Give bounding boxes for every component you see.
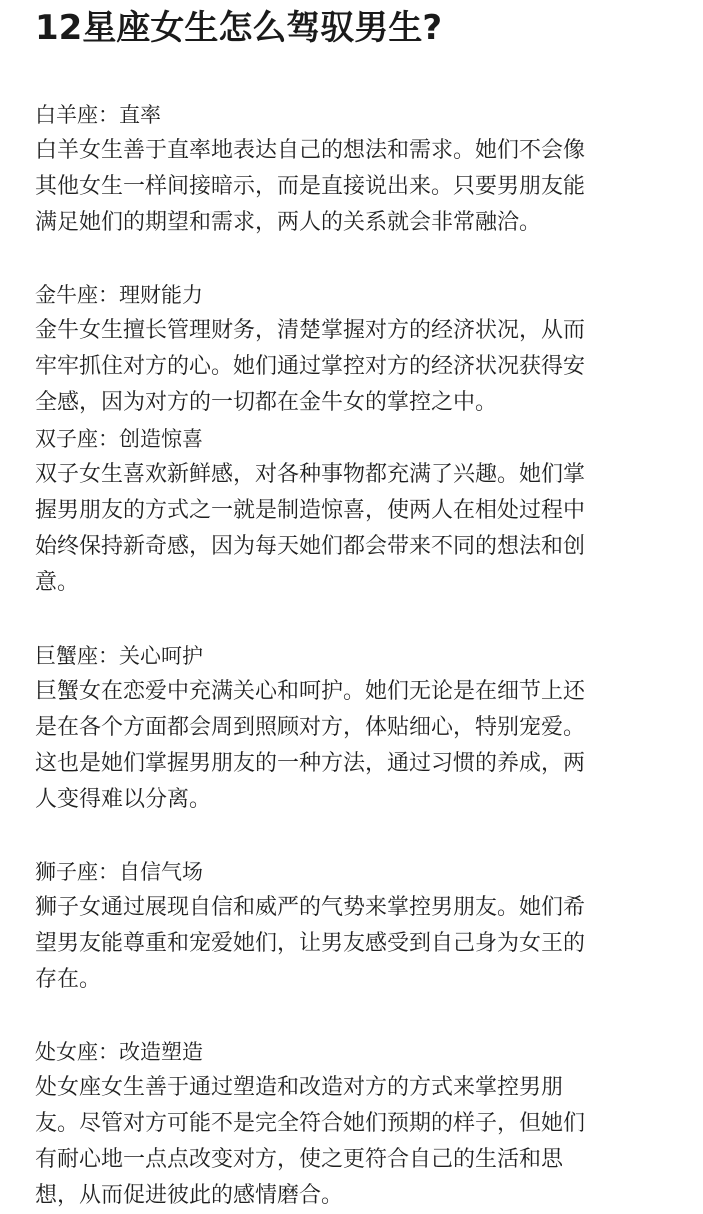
section-heading: 金牛座：理财能力 [35,283,203,307]
paragraph-line: 存在。 [35,967,102,992]
paragraph-line: 望男友能尊重和宠爱她们，让男友感受到自己身为女王的 [35,931,586,956]
section-heading: 双子座：创造惊喜 [35,427,203,451]
paragraph-line: 是在各个方面都会周到照顾对方，体贴细心，特别宠爱。 [35,715,586,740]
paragraph-line: 牢牢抓住对方的心。她们通过掌控对方的经济状况获得安 [35,354,586,379]
paragraph-line: 巨蟹女在恋爱中充满关心和呵护。她们无论是在细节上还 [35,679,586,704]
paragraph-line: 这也是她们掌握男朋友的一种方法，通过习惯的养成，两 [35,751,586,776]
paragraph-line: 双子女生喜欢新鲜感，对各种事物都充满了兴趣。她们掌 [35,462,586,487]
section-virgo [35,1034,675,1214]
paragraph-line: 白羊女生善于直率地表达自己的想法和需求。她们不会像 [35,138,586,163]
paragraph-line: 狮子女通过展现自信和威严的气势来掌控男朋友。她们希 [35,895,586,920]
section-heading: 处女座：改造塑造 [35,1040,203,1064]
section-heading: 白羊座：直率 [35,103,161,127]
section-heading: 狮子座：自信气场 [35,860,203,884]
paragraph-line: 处女座女生善于通过塑造和改造对方的方式来掌控男朋 [35,1075,564,1100]
paragraph-line: 金牛女生擅长管理财务，清楚掌握对方的经济状况，从而 [35,318,586,343]
section-cancer [35,638,675,818]
section-aries [35,97,675,241]
paragraph-line: 满足她们的期望和需求，两人的关系就会非常融洽。 [35,210,542,235]
paragraph-line: 人变得难以分离。 [35,787,212,812]
paragraph-line: 有耐心地一点点改变对方，使之更符合自己的生活和思 [35,1147,564,1172]
section-gemini [35,421,675,601]
section-leo [35,854,675,998]
section-heading: 巨蟹座：关心呵护 [35,644,203,668]
paragraph-line: 意。 [35,570,80,595]
section-taurus [35,277,675,421]
article-title: 12星座女生怎么驾驭男生? [35,8,443,48]
paragraph-line: 其他女生一样间接暗示，而是直接说出来。只要男朋友能 [35,174,586,199]
paragraph-line: 握男朋友的方式之一就是制造惊喜，使两人在相处过程中 [35,498,586,523]
paragraph-line: 全感，因为对方的一切都在金牛女的掌控之中。 [35,390,498,415]
paragraph-line: 友。尽管对方可能不是完全符合她们预期的样子，但她们 [35,1111,586,1136]
paragraph-line: 始终保持新奇感，因为每天她们都会带来不同的想法和创 [35,534,586,559]
paragraph-line: 想，从而促进彼此的感情磨合。 [35,1183,344,1208]
